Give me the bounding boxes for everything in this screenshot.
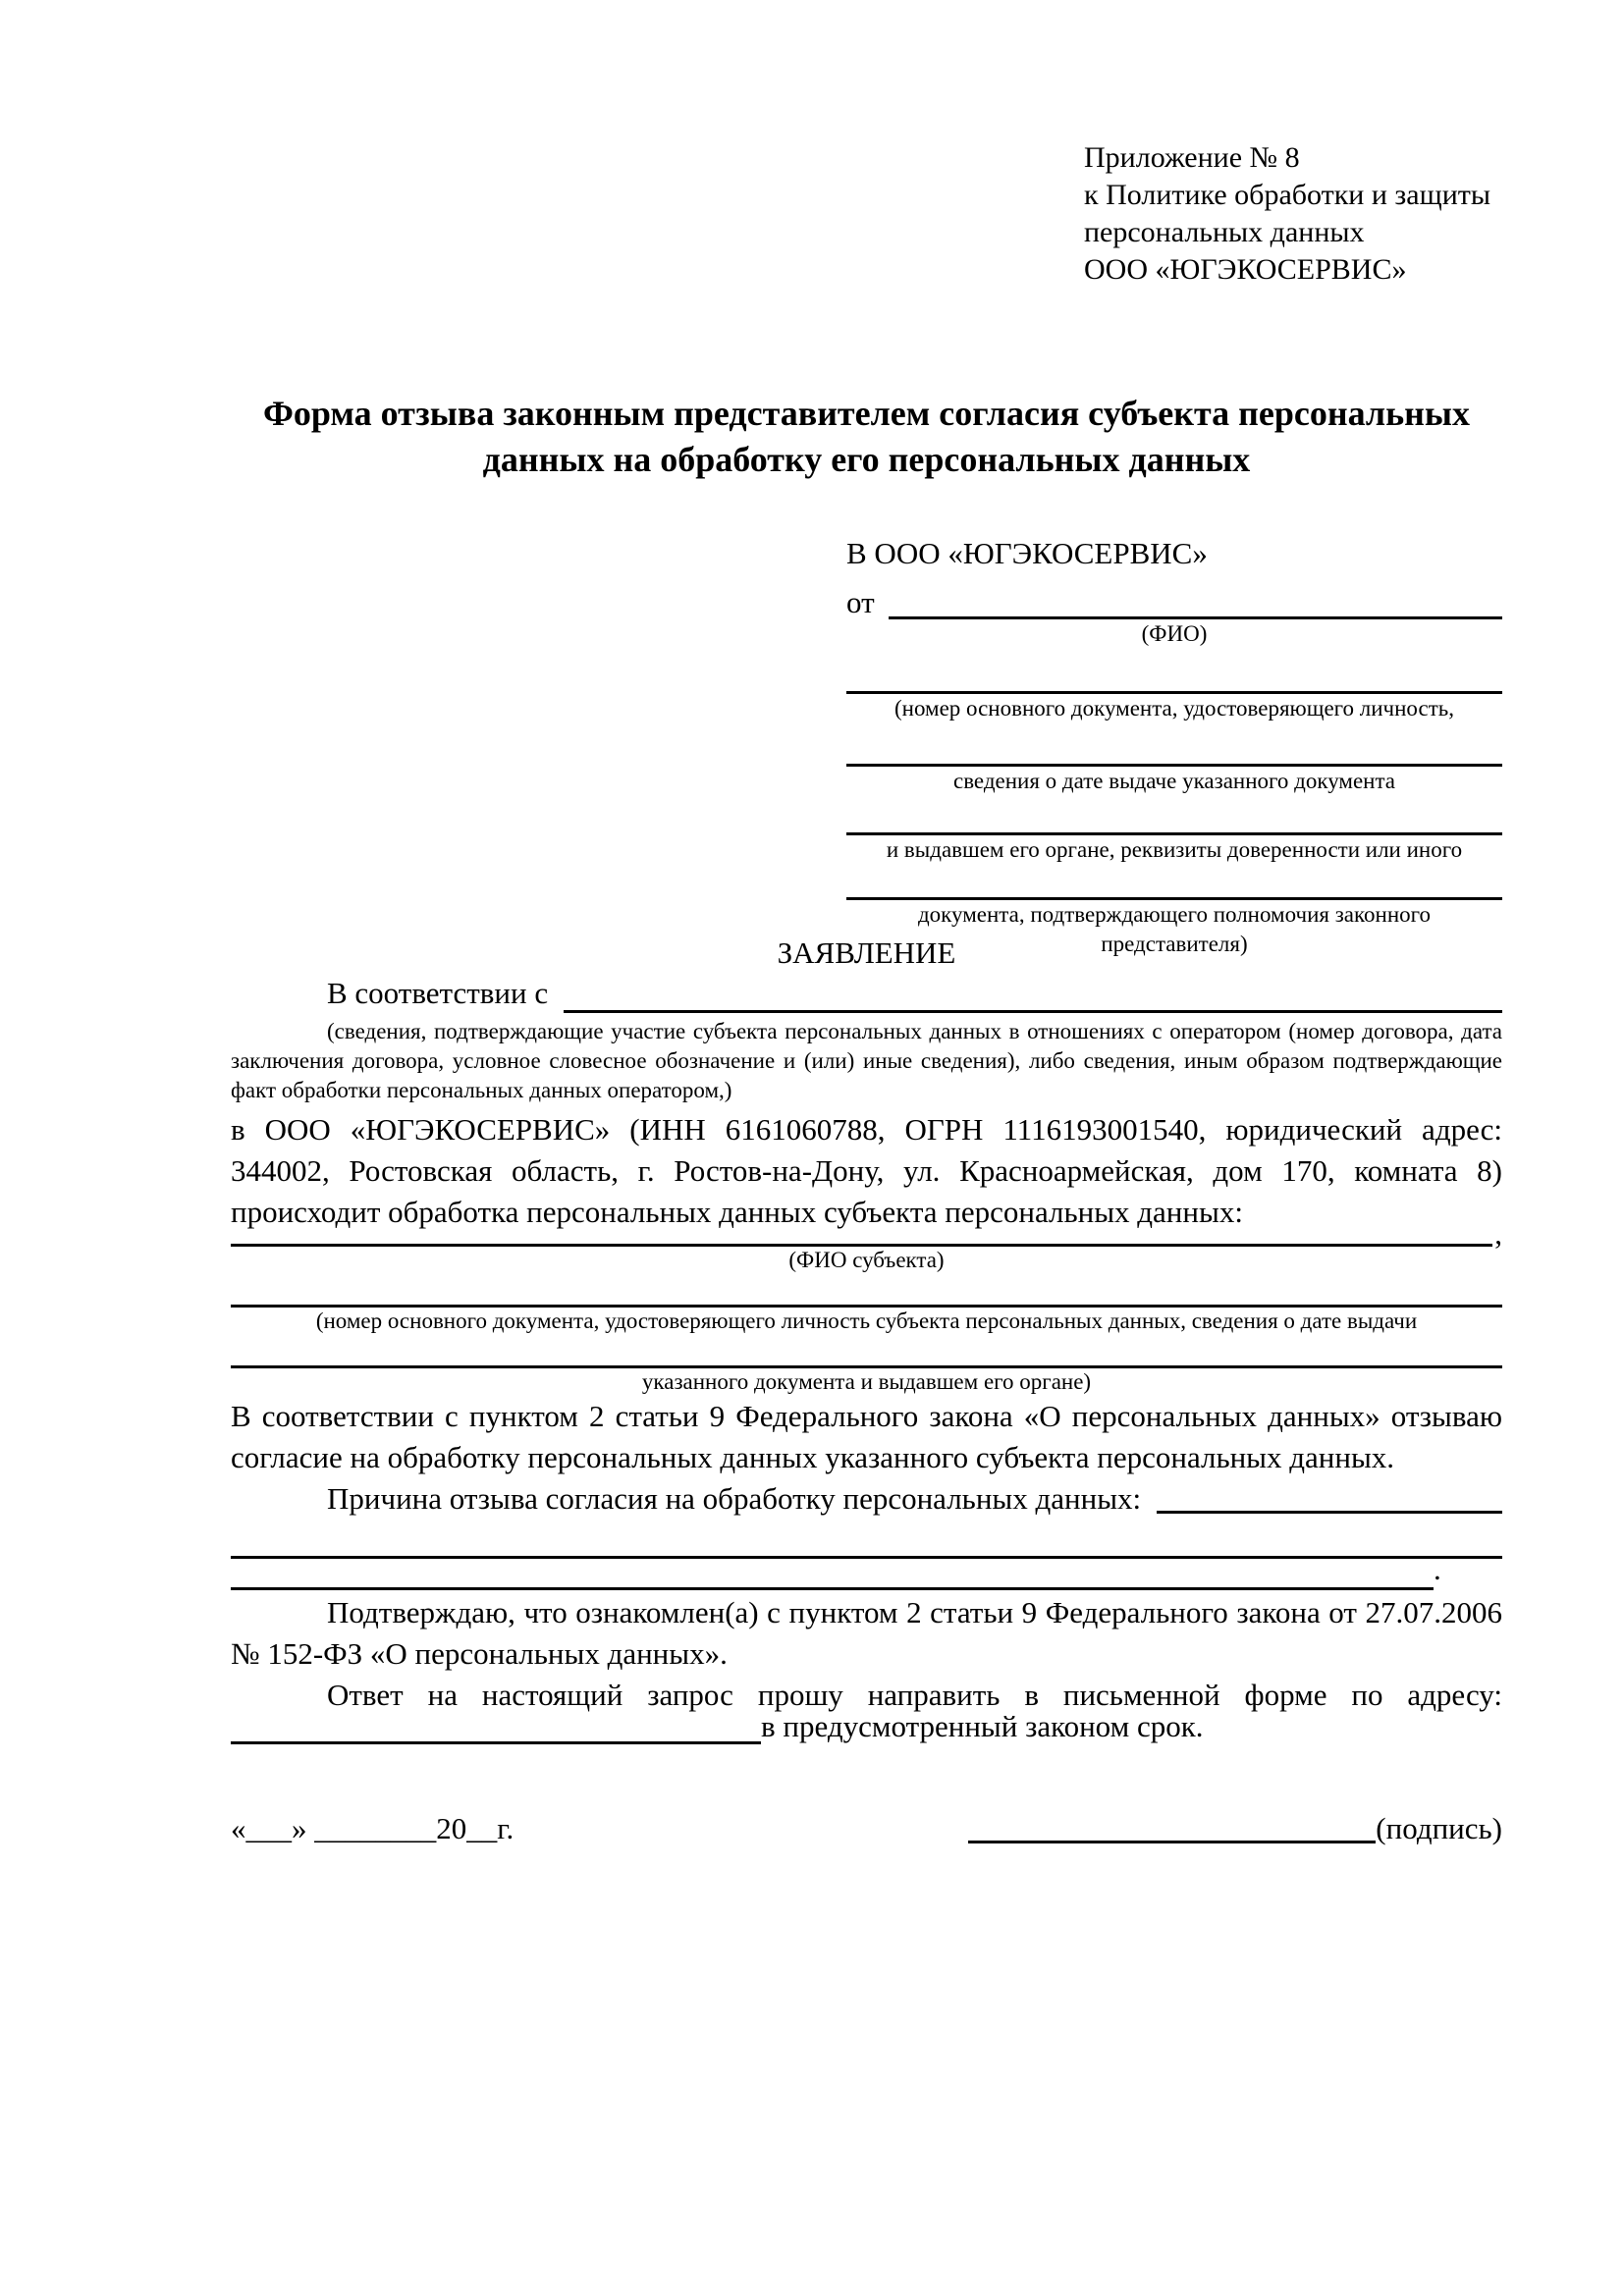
- representative-document-field-4[interactable]: [846, 865, 1502, 900]
- reply-address-row: [231, 1709, 1502, 1747]
- reply-suffix: в предусмотренный законом срок.: [761, 1709, 1204, 1743]
- from-row: [846, 586, 1502, 619]
- appendix-header: [1084, 139, 1490, 289]
- appendix-header-line: Приложение № 8: [1084, 141, 1300, 174]
- reply-address-field[interactable]: [231, 1741, 761, 1744]
- date-line: «___» ________20__г.: [231, 1811, 514, 1845]
- document-title: Форма отзыва законным представителем согласия субъекта персональных данных на обработку его персональных данных: [262, 394, 1471, 479]
- subject-document-field-2[interactable]: [231, 1335, 1502, 1368]
- intro-label: В соответствии с: [327, 976, 549, 1010]
- reason-field-line-2[interactable]: [231, 1520, 1502, 1559]
- field-caption-document-number: (номер основного документа, удостоверяющего личность,: [893, 696, 1454, 721]
- reason-row: [231, 1478, 1502, 1520]
- field-caption-fio: (ФИО): [1141, 621, 1208, 646]
- period: .: [1434, 1552, 1441, 1586]
- reason-label: Причина отзыва согласия на обработку персональных данных:: [327, 1481, 1142, 1516]
- from-label: от: [846, 585, 875, 619]
- reason-field[interactable]: [1157, 1511, 1502, 1514]
- representative-document-field-2[interactable]: [846, 723, 1502, 767]
- basis-note: (сведения, подтверждающие участие субъекта персональных данных в отношениях с оператором (номер договора, дата заключения договора, условное словесное обозначение и (или) иные сведения), либо сведения, иным образом подтверждающие факт обработки персональных данных оператором,): [231, 1019, 1502, 1102]
- basis-row: [231, 974, 1502, 1013]
- reply-address-paragraph: Ответ на настоящий запрос прошу направить в письменной форме по адресу:: [327, 1678, 1502, 1712]
- reason-field-line-3[interactable]: [231, 1587, 1434, 1590]
- signature-field[interactable]: [968, 1841, 1376, 1843]
- field-caption-power-of-attorney: документа, подтверждающего полномочия законного представителя): [917, 902, 1431, 956]
- appendix-header-line: ООО «ЮГЭКОСЕРВИС»: [1084, 253, 1407, 286]
- reason-field-line-3-row: [231, 1552, 1502, 1590]
- withdrawal-paragraph: В соответствии с пунктом 2 статьи 9 Федерального закона «О персональных данных» отзываю согласие на обработку персональных данных указанного субъекта персональных данных.: [231, 1399, 1502, 1474]
- appendix-header-line: к Политике обработки и защиты: [1084, 179, 1491, 211]
- operator-paragraph: в ООО «ЮГЭКОСЕРВИС» (ИНН 6161060788, ОГРН 1116193001540, юридический адрес: 344002, Ростовская область, г. Ростов-на-Дону, ул. Красноармейская, дом 170, комната 8) происходит обработка персональных данных субъекта персональных данных:: [231, 1112, 1502, 1229]
- confirmation-paragraph: Подтверждаю, что ознакомлен(а) с пунктом 2 статьи 9 Федерального закона от 27.07.2006 № 152-ФЗ «О персональных данных».: [231, 1595, 1502, 1671]
- statement-heading: ЗАЯВЛЕНИЕ: [777, 935, 956, 970]
- representative-document-field-1[interactable]: [846, 649, 1502, 694]
- subject-fio-row: [231, 1216, 1502, 1251]
- addressee-org: В ООО «ЮГЭКОСЕРВИС»: [846, 536, 1208, 570]
- statement-body: [231, 933, 1502, 1849]
- addressee-block: [846, 535, 1502, 959]
- appendix-header-line: персональных данных: [1084, 216, 1365, 248]
- field-caption-issue-date: сведения о дате выдаче указанного документа: [952, 769, 1396, 793]
- field-caption-issuing-authority: и выдавшем его органе, реквизиты доверенности или иного: [886, 837, 1463, 862]
- subject-document-field-1[interactable]: [231, 1274, 1502, 1308]
- signature-block: [968, 1808, 1502, 1849]
- subject-fio-caption: (ФИО субъекта): [788, 1248, 945, 1272]
- subject-document-caption-2: указанного документа и выдавшем его органе): [641, 1369, 1092, 1394]
- basis-field[interactable]: [564, 974, 1502, 1013]
- representative-document-field-3[interactable]: [846, 796, 1502, 835]
- signature-caption: (подпись): [1376, 1811, 1502, 1845]
- comma: ,: [1494, 1216, 1502, 1251]
- representative-fio-field[interactable]: [889, 586, 1502, 619]
- subject-document-caption-1: (номер основного документа, удостоверяющего личность субъекта персональных данных, сведения о дате выдачи: [315, 1308, 1418, 1333]
- signature-row: [231, 1808, 1502, 1849]
